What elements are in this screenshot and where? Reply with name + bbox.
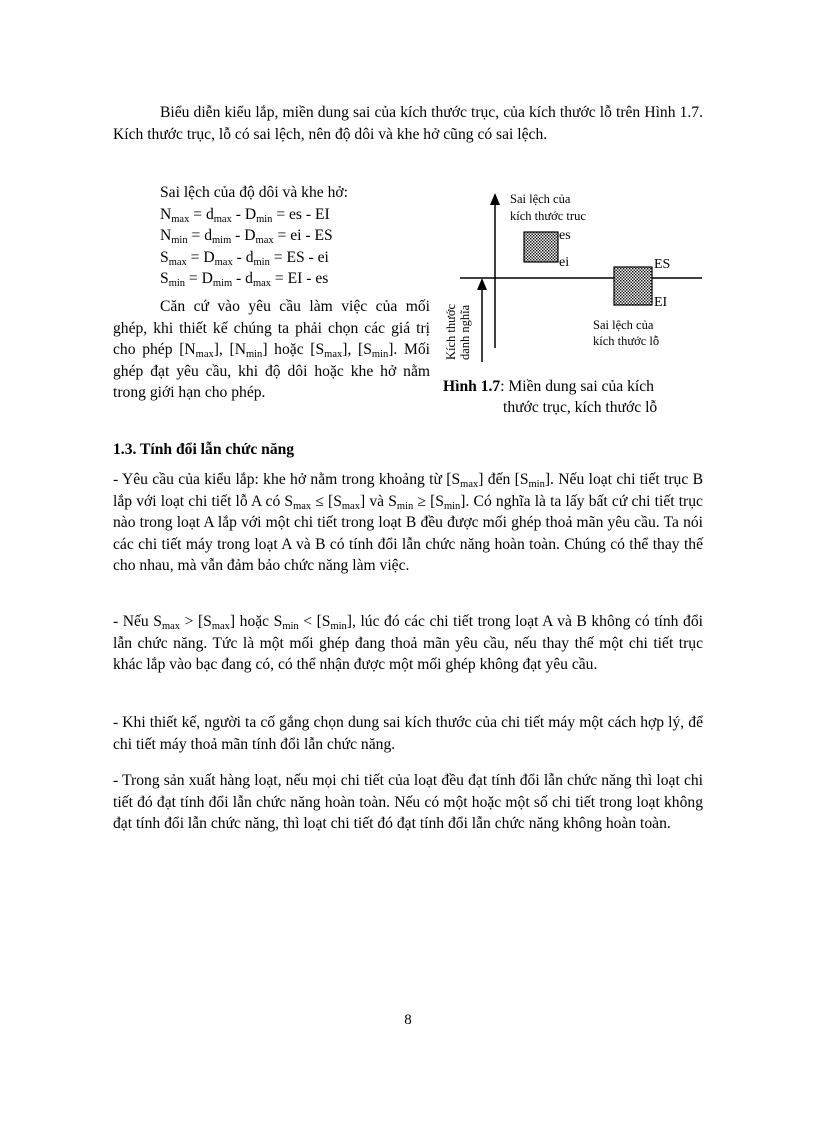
nominal-size-label-1: Kích thước <box>444 303 458 360</box>
nominal-size-arrow <box>477 278 487 290</box>
bullet-paragraph-2: - Nếu $S_{max} > [S_{max}]$ hoặc $S_{min} < [S_{min}]$, lúc đó các chi tiết trong loạt A và B không có tính đổi lẫn chức năng. Tức là một mối ghép đang thoả mãn yêu cầu, nếu thay thế một chi tiết trục khác lắp vào bạc đang có, có thể nhận được một mối ghép không đạt yêu cầu. <box>113 613 703 673</box>
intro-paragraph: Biểu diễn kiểu lắp, miền dung sai của kích thước trục, của kích thước lỗ trên Hình 1.7. Kích thước trục, lỗ có sai lệch, nên độ dôi và khe hở cũng có sai lệch. <box>113 104 703 143</box>
formula-smax: $S_{max} = D_{max} - d_{min}$ = ES - ei <box>160 248 329 268</box>
hole-tolerance-zone <box>614 267 652 305</box>
ES-label: ES <box>654 257 671 272</box>
ei-label: ei <box>559 255 570 270</box>
formula-nmin: $N_{min} = d_{mim} - D_{max}$ = ei - ES <box>160 227 333 246</box>
nominal-size-label-2: danh nghĩa <box>458 304 472 360</box>
formula-smin: $S_{min} = D_{mim} - d_{max}$ = EI - es <box>160 270 329 289</box>
formula-nmax: $N_{max} = d_{max} - D_{min}$ = es - EI <box>160 205 330 225</box>
page-number: 8 <box>404 1012 412 1028</box>
bullet-paragraph-1: - Yêu cầu của kiểu lắp: khe hở nằm trong khoảng từ $[S_{max}]$ đến $[S_{min}]$. Nếu loạt chi tiết trục B lắp với loạt chi tiết lỗ A có $S_{max} \le [S_{max}]$ và $S_{min} \ge [S_{min}]$. Có nghĩa là ta lấy bất cứ chi tiết trục nào trong loạt A lắp với một chi tiết trong loạt B đều được mối ghép thoả mãn yêu cầu. Ta nói các chi tiết máy trong loạt A và B có tính đổi lẫn chức năng hoàn toàn. Chúng có thể thay thế cho nhau, mà vẫn đảm bảo chức năng làm việc. <box>113 471 704 574</box>
shaft-tolerance-zone <box>524 232 558 262</box>
formula-title: Sai lệch của độ dôi và khe hở: <box>160 184 348 201</box>
bullet-paragraph-3: - Khi thiết kế, người ta cố gắng chọn dung sai kích thước của chi tiết máy một cách hợp lý, để chi tiết máy thoả mãn tính đổi lẫn chức năng. <box>113 714 703 753</box>
figure-caption: Hình 1.7: Miền dung sai của kích thước trục, kích thước lỗ <box>443 378 658 416</box>
formula-block <box>160 182 348 290</box>
section-heading: 1.3. Tính đổi lẫn chức năng <box>113 441 295 458</box>
bullet-paragraph-4: - Trong sản xuất hàng loạt, nếu mọi chi tiết của loạt đều đạt tính đổi lẫn chức năng thì loạt chi tiết đó đạt tính đổi lẫn chức năng hoàn toàn. Nếu có một hoặc một số chi tiết trong loạt không đạt tính đổi lẫn chức năng, thì loạt chi tiết đó đạt tính đổi lẫn chức năng không hoàn toàn. <box>113 772 703 832</box>
deviation-axis-arrow <box>490 193 500 205</box>
EI-label: EI <box>654 295 668 310</box>
hole-deviation-label-2: kích thước lỗ <box>593 334 660 348</box>
hole-deviation-label-1: Sai lệch của <box>593 318 654 332</box>
shaft-deviation-label-1: Sai lệch của <box>510 192 571 206</box>
figure-caption-number: Hình 1.7 <box>443 378 501 395</box>
es-label: es <box>559 228 571 243</box>
shaft-deviation-label-2: kích thước truc <box>510 209 586 223</box>
requirement-paragraph: Căn cứ vào yêu cầu làm việc của mối ghép, khi thiết kế chúng ta phải chọn các giá trị cho phép $[N_{max}]$, $[N_{min}]$ hoặc $[S_{max}]$, $[S_{min}]$. Mối ghép đạt yêu cầu, khi độ dôi hoặc khe hở nằm trong giới hạn cho phép. <box>113 298 431 401</box>
